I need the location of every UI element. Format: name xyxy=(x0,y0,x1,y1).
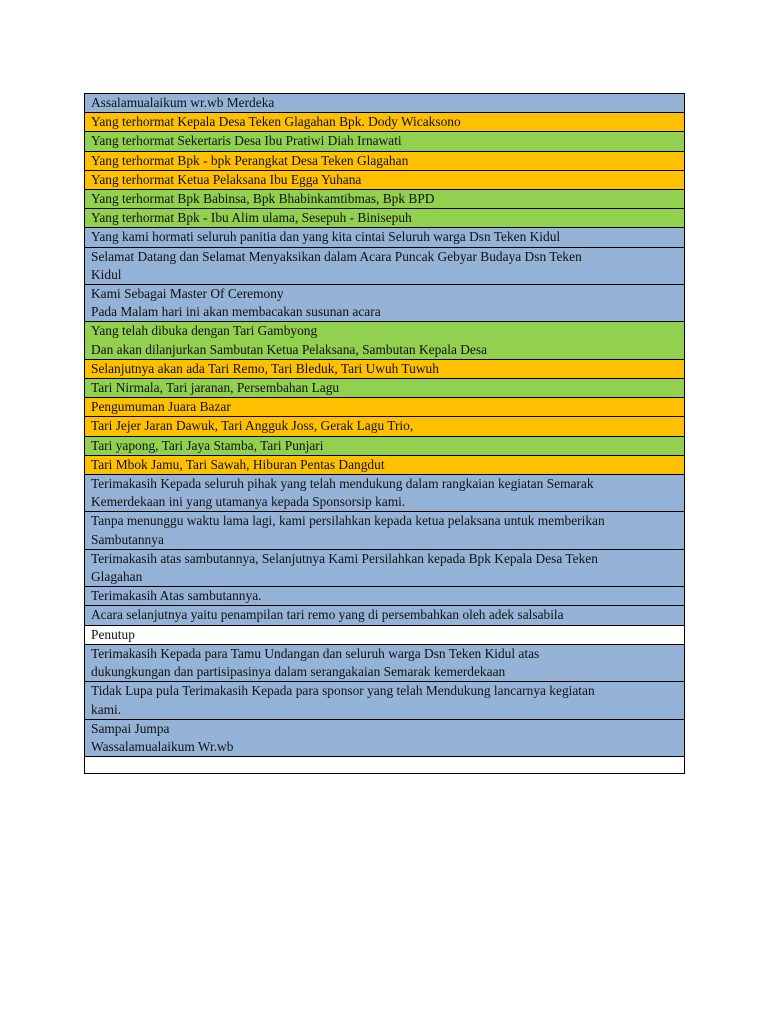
table-cell[interactable]: Assalamualaikum wr.wb Merdeka xyxy=(85,94,685,113)
table-row xyxy=(85,512,685,549)
event-script-table xyxy=(84,93,685,774)
table-row xyxy=(85,170,685,189)
table-cell[interactable]: Terimakasih Atas sambutannya. xyxy=(85,587,685,606)
table-row xyxy=(85,379,685,398)
table-row xyxy=(85,132,685,151)
table-row xyxy=(85,455,685,474)
table-cell[interactable]: Tari Jejer Jaran Dawuk, Tari Angguk Joss, Gerak Lagu Trio, xyxy=(85,417,685,436)
table-row xyxy=(85,757,685,774)
table-row xyxy=(85,94,685,113)
table-cell[interactable]: Yang telah dibuka dengan Tari Gambyong Dan akan dilanjurkan Sambutan Ketua Pelaksana, Sambutan Kepala Desa xyxy=(85,322,685,359)
table-cell[interactable]: Tanpa menunggu waktu lama lagi, kami persilahkan kepada ketua pelaksana untuk memberikan Sambutannya xyxy=(85,512,685,549)
table-row xyxy=(85,113,685,132)
table-row xyxy=(85,682,685,719)
table-cell[interactable]: Penutup xyxy=(85,625,685,644)
table-cell[interactable]: Tari yapong, Tari Jaya Stamba, Tari Punjari xyxy=(85,436,685,455)
table-row xyxy=(85,606,685,625)
table-cell[interactable]: Yang terhormat Bpk - Ibu Alim ulama, Sesepuh - Binisepuh xyxy=(85,209,685,228)
table-cell[interactable]: Yang kami hormati seluruh panitia dan yang kita cintai Seluruh warga Dsn Teken Kidul xyxy=(85,228,685,247)
table-cell[interactable]: Tari Mbok Jamu, Tari Sawah, Hiburan Pentas Dangdut xyxy=(85,455,685,474)
table-row xyxy=(85,228,685,247)
table-row xyxy=(85,398,685,417)
table-cell[interactable]: Terimakasih Kepada para Tamu Undangan dan seluruh warga Dsn Teken Kidul atas dukungkungan dan partisipasinya dalam serangakaian Semarak kemerdekaan xyxy=(85,644,685,681)
table-row xyxy=(85,644,685,681)
table-row xyxy=(85,436,685,455)
table-cell[interactable]: Acara selanjutnya yaitu penampilan tari remo yang di persembahkan oleh adek salsabila xyxy=(85,606,685,625)
table-row xyxy=(85,587,685,606)
table-cell[interactable]: Sampai Jumpa Wassalamualaikum Wr.wb xyxy=(85,719,685,756)
table-row xyxy=(85,549,685,586)
table-row xyxy=(85,417,685,436)
table-cell[interactable]: Selanjutnya akan ada Tari Remo, Tari Bleduk, Tari Uwuh Tuwuh xyxy=(85,359,685,378)
table-cell[interactable]: Yang terhormat Bpk - bpk Perangkat Desa Teken Glagahan xyxy=(85,151,685,170)
table-row xyxy=(85,322,685,359)
table-cell[interactable]: Selamat Datang dan Selamat Menyaksikan dalam Acara Puncak Gebyar Budaya Dsn Teken Kidul xyxy=(85,247,685,284)
table-row xyxy=(85,719,685,756)
table-row xyxy=(85,359,685,378)
table-row xyxy=(85,247,685,284)
table-row xyxy=(85,151,685,170)
table-row xyxy=(85,475,685,512)
table-cell[interactable]: Tari Nirmala, Tari jaranan, Persembahan Lagu xyxy=(85,379,685,398)
table-cell[interactable]: Kami Sebagai Master Of Ceremony Pada Malam hari ini akan membacakan susunan acara xyxy=(85,285,685,322)
table-cell[interactable]: Tidak Lupa pula Terimakasih Kepada para sponsor yang telah Mendukung lancarnya kegiatan kami. xyxy=(85,682,685,719)
table-cell[interactable]: Pengumuman Juara Bazar xyxy=(85,398,685,417)
table-cell[interactable] xyxy=(85,757,685,774)
table-cell[interactable]: Terimakasih atas sambutannya, Selanjutnya Kami Persilahkan kepada Bpk Kepala Desa Teken Glagahan xyxy=(85,549,685,586)
table-cell[interactable]: Terimakasih Kepada seluruh pihak yang telah mendukung dalam rangkaian kegiatan Semarak Kemerdekaan ini yang utamanya kepada Sponsorsip kami. xyxy=(85,475,685,512)
table-row xyxy=(85,190,685,209)
table-cell[interactable]: Yang terhormat Ketua Pelaksana Ibu Egga Yuhana xyxy=(85,170,685,189)
table-row xyxy=(85,625,685,644)
table-cell[interactable]: Yang terhormat Bpk Babinsa, Bpk Bhabinkamtibmas, Bpk BPD xyxy=(85,190,685,209)
table-cell[interactable]: Yang terhormat Sekertaris Desa Ibu Pratiwi Diah Irnawati xyxy=(85,132,685,151)
table-row xyxy=(85,209,685,228)
table-body xyxy=(85,94,685,774)
table-row xyxy=(85,285,685,322)
table-cell[interactable]: Yang terhormat Kepala Desa Teken Glagahan Bpk. Dody Wicaksono xyxy=(85,113,685,132)
